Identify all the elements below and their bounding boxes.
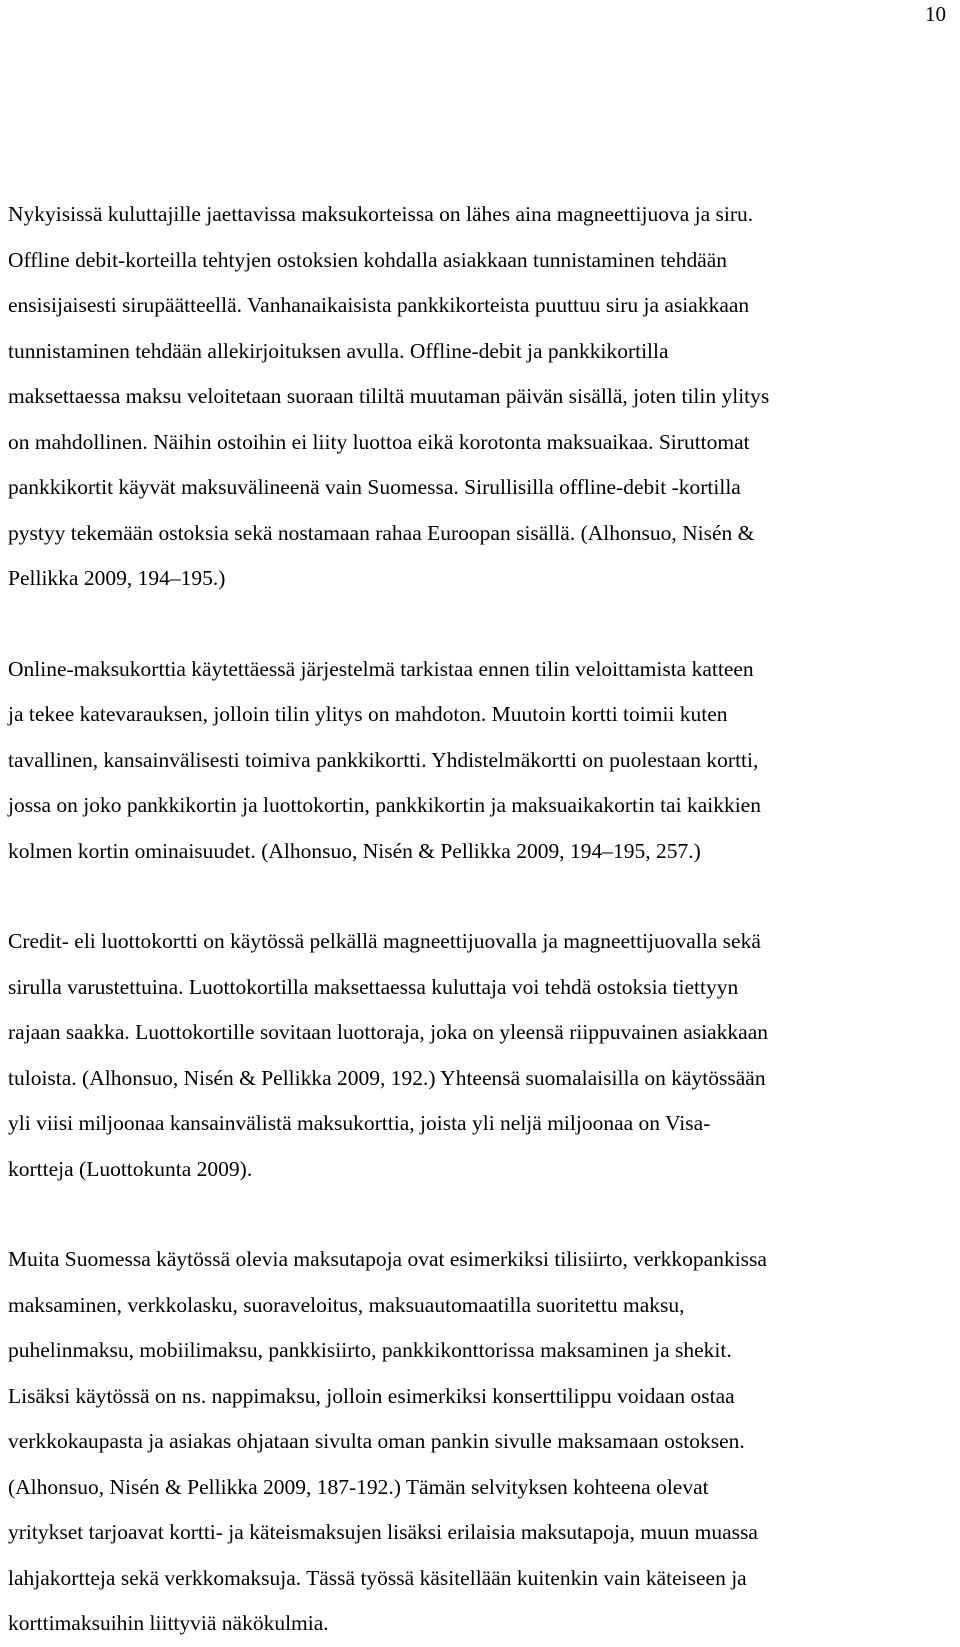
text-line: tavallinen, kansainvälisesti toimiva pankkikortti. Yhdistelmäkortti on puolestaan kortti,: [8, 747, 759, 772]
text-line: ja tekee katevarauksen, jolloin tilin ylitys on mahdoton. Muutoin kortti toimii kuten: [8, 702, 728, 726]
text-line: ensisijaisesti sirupäätteellä. Vanhanaikaisista pankkikorteista puuttuu siru ja asiakkaan: [8, 293, 750, 317]
paragraph-4: [8, 1237, 943, 1647]
text-line: yli viisi miljoonaa kansainvälistä maksukorttia, joista yli neljä miljoonaa on Visa-: [8, 1111, 711, 1135]
page-number: 10: [925, 2, 946, 26]
text-line: kolmen kortin ominaisuudet. (Alhonsuo, Nisén & Pellikka 2009, 194–195, 257.): [8, 838, 701, 863]
text-line: verkkokaupasta ja asiakas ohjataan sivulta oman pankin sivulle maksamaan ostoksen.: [8, 1429, 745, 1453]
text-line: Online-maksukorttia käytettäessä järjestelmä tarkistaa ennen tilin veloittamista katteen: [8, 656, 754, 681]
text-line: tuloista. (Alhonsuo, Nisén & Pellikka 2009, 192.) Yhteensä suomalaisilla on käytössään: [8, 1065, 766, 1090]
paragraph-2: [8, 647, 943, 875]
document-body: [8, 192, 943, 1647]
text-line: rajaan saakka. Luottokortille sovitaan luottoraja, joka on yleensä riippuvainen asiakkaan: [8, 1020, 769, 1044]
text-line: puhelinmaksu, mobiilimaksu, pankkisiirto, pankkikonttorissa maksaminen ja shekit.: [8, 1338, 732, 1362]
text-line: sirulla varustettuina. Luottokortilla maksettaessa kuluttaja voi tehdä ostoksia tiettyyn: [8, 974, 739, 999]
text-line: Pellikka 2009, 194–195.): [8, 566, 226, 590]
text-line: yritykset tarjoavat kortti- ja käteismaksujen lisäksi erilaisia maksutapoja, muun muassa: [8, 1520, 758, 1544]
paragraph-3: [8, 919, 943, 1192]
text-line: (Alhonsuo, Nisén & Pellikka 2009, 187-192.) Tämän selvityksen kohteena olevat: [8, 1474, 709, 1499]
text-line: Credit- eli luottokortti on käytössä pelkällä magneettijuovalla ja magneettijuovalla sekä: [8, 929, 761, 953]
text-line: on mahdollinen. Näihin ostoihin ei liity luottoa eikä korotonta maksuaikaa. Siruttomat: [8, 429, 750, 454]
text-line: lahjakortteja sekä verkkomaksuja. Tässä työssä käsitellään kuitenkin vain käteiseen ja: [8, 1565, 747, 1590]
text-line: Lisäksi käytössä on ns. nappimaksu, jolloin esimerkiksi konserttilippu voidaan ostaa: [8, 1383, 735, 1408]
text-line: tunnistaminen tehdään allekirjoituksen avulla. Offline-debit ja pankkikortilla: [8, 338, 669, 363]
text-line: Muita Suomessa käytössä olevia maksutapoja ovat esimerkiksi tilisiirto, verkkopankissa: [8, 1247, 767, 1271]
text-line: Nykyisissä kuluttajille jaettavissa maksukorteissa on lähes aina magneettijuova ja siru.: [8, 202, 754, 226]
text-line: pystyy tekemään ostoksia sekä nostamaan rahaa Euroopan sisällä. (Alhonsuo, Nisén &: [8, 520, 755, 545]
text-line: Offline debit-korteilla tehtyjen ostoksien kohdalla asiakkaan tunnistaminen tehdään: [8, 247, 728, 272]
paragraph-1: [8, 192, 943, 602]
text-line: kortteja (Luottokunta 2009).: [8, 1156, 253, 1181]
text-line: korttimaksuihin liittyviä näkökulmia.: [8, 1611, 329, 1635]
text-line: maksettaessa maksu veloitetaan suoraan tililtä muutaman päivän sisällä, joten tilin ylitys: [8, 384, 770, 408]
text-line: jossa on joko pankkikortin ja luottokortin, pankkikortin ja maksuaikakortin tai kaikkien: [8, 793, 761, 817]
text-line: pankkikortit käyvät maksuvälineenä vain Suomessa. Sirullisilla offline-debit -kortilla: [8, 475, 741, 499]
text-line: maksaminen, verkkolasku, suoraveloitus, maksuautomaatilla suoritettu maksu,: [8, 1292, 685, 1317]
